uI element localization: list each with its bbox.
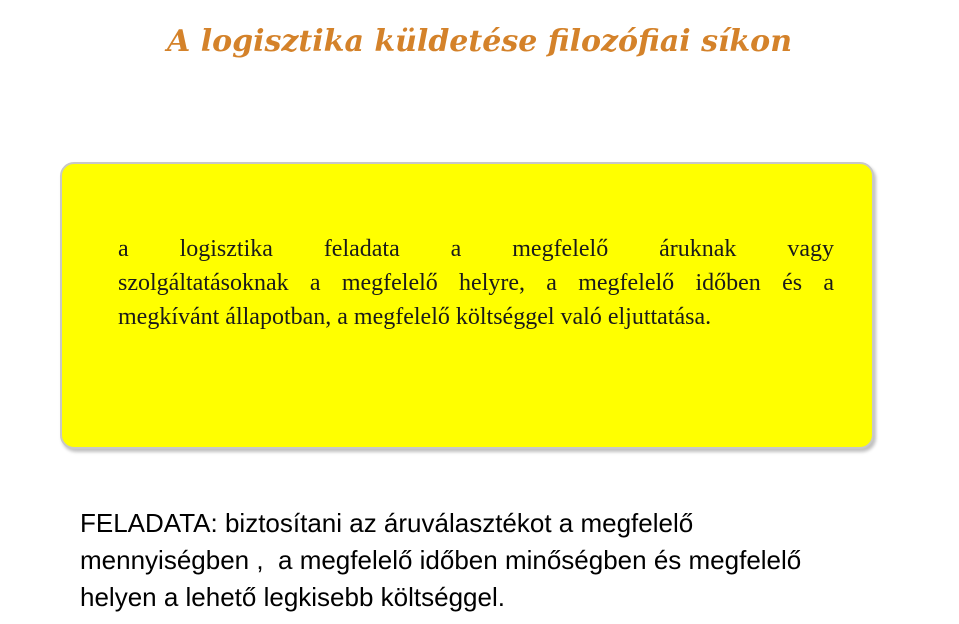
definition-line-1: a logisztika feladata a megfelelő áruknak vagy <box>118 236 834 262</box>
task-text <box>80 505 950 616</box>
task-line-1: FELADATA: biztosítani az áruválasztékot a megfelelő <box>80 508 694 538</box>
definition-line-2: szolgáltatásoknak a megfelelő helyre, a megfelelő időben és a <box>118 270 834 296</box>
definition-line-3: megkívánt állapotban, a megfelelő költséggel való eljuttatása. <box>118 304 712 330</box>
task-line-3: helyen a lehető legkisebb költséggel. <box>80 582 505 612</box>
definition-box <box>60 162 874 449</box>
definition-text <box>118 232 834 334</box>
task-line-2: mennyiségben , a megfelelő időben minőségben és megfelelő <box>80 545 802 575</box>
slide-title: A logisztika küldetése filozófiai síkon <box>166 24 793 59</box>
